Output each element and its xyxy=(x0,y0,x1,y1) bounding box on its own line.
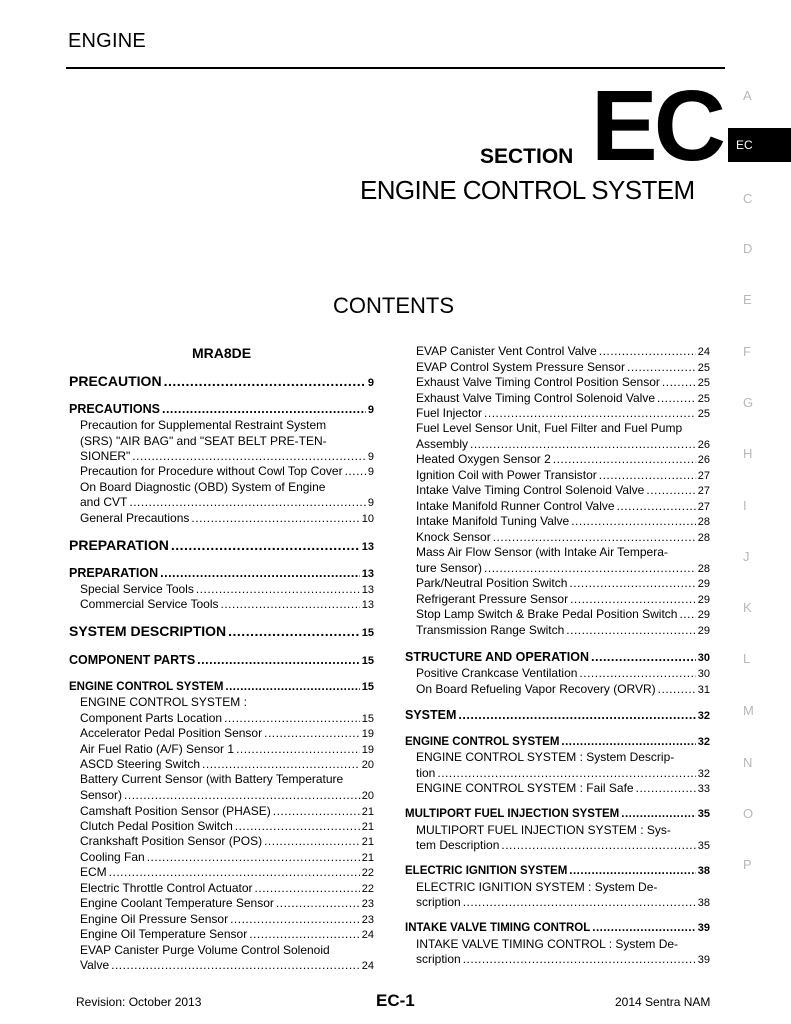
toc-entry[interactable]: Intake Valve Timing Control Solenoid Valve ..... 27 xyxy=(405,483,710,499)
toc-entry[interactable]: Air Fuel Ratio (A/F) Sensor 1 ..... 19 xyxy=(69,742,374,758)
toc-entry-line: On Board Diagnostic (OBD) System of Engine xyxy=(80,480,326,494)
toc-entry[interactable]: Commercial Service Tools ..... 13 xyxy=(69,597,374,613)
toc-entry[interactable]: ECM ..... 22 xyxy=(69,865,374,881)
page-number: EC-1 xyxy=(376,991,415,1010)
toc-entry[interactable]: ENGINE CONTROL SYSTEM ..... 15 xyxy=(69,680,374,695)
section-label: SECTION xyxy=(480,145,574,168)
toc-entry[interactable]: MULTIPORT FUEL INJECTION SYSTEM ..... 35 xyxy=(405,807,710,822)
toc-entry-line: ENGINE CONTROL SYSTEM : xyxy=(80,695,247,709)
toc-entry[interactable]: Transmission Range Switch ..... 29 xyxy=(405,623,710,639)
toc-entry[interactable]: On Board Refueling Vapor Recovery (ORVR) ..... 31 xyxy=(405,682,710,698)
toc-entry[interactable]: tem Description ..... 35 xyxy=(405,838,710,854)
toc-entry[interactable]: Intake Manifold Runner Control Valve ..... 27 xyxy=(405,499,710,515)
toc-entry-line: EVAP Canister Purge Volume Control Solenoid xyxy=(80,943,330,957)
contents-heading: CONTENTS xyxy=(333,293,454,318)
toc-entry[interactable]: STRUCTURE AND OPERATION ..... 30 xyxy=(405,650,710,666)
toc-entry[interactable]: PREPARATION ..... 13 xyxy=(69,538,374,555)
section-title: ENGINE CONTROL SYSTEM xyxy=(360,175,695,205)
section-header: ENGINE xyxy=(68,30,146,52)
toc-entry[interactable]: ENGINE CONTROL SYSTEM ..... 32 xyxy=(405,735,710,750)
toc-entry[interactable]: Positive Crankcase Ventilation ..... 30 xyxy=(405,666,710,682)
toc-entry[interactable]: Precaution for Procedure without Cowl Top Cover ..... 9 xyxy=(69,464,374,480)
toc-entry[interactable]: and CVT ..... 9 xyxy=(69,495,374,511)
toc-entry[interactable]: Engine Oil Temperature Sensor ..... 24 xyxy=(69,927,374,943)
toc-entry[interactable]: scription ..... 39 xyxy=(405,952,710,968)
toc-entry[interactable]: ture Sensor) ..... 28 xyxy=(405,561,710,577)
model-heading: MRA8DE xyxy=(191,345,252,361)
toc-entry[interactable]: Stop Lamp Switch & Brake Pedal Position Switch ..... 29 xyxy=(405,607,710,623)
toc-entry[interactable]: Refrigerant Pressure Sensor ..... 29 xyxy=(405,592,710,608)
toc-entry[interactable]: Exhaust Valve Timing Control Solenoid Valve ..... 25 xyxy=(405,391,710,407)
toc-entry[interactable]: SYSTEM ..... 32 xyxy=(405,708,710,724)
toc-entry[interactable]: PRECAUTIONS ..... 9 xyxy=(69,402,374,418)
toc-entry[interactable]: SIONER" ..... 9 xyxy=(69,449,374,465)
toc-entry[interactable]: Camshaft Position Sensor (PHASE) ..... 21 xyxy=(69,804,374,820)
toc-entry[interactable]: ASCD Steering Switch ..... 20 xyxy=(69,757,374,773)
section-code: EC xyxy=(591,70,722,182)
toc-entry[interactable]: PREPARATION ..... 13 xyxy=(69,566,374,582)
toc-entry[interactable]: Intake Manifold Tuning Valve ..... 28 xyxy=(405,514,710,530)
toc-entry[interactable]: General Precautions ..... 10 xyxy=(69,511,374,527)
toc-entry[interactable]: scription ..... 38 xyxy=(405,895,710,911)
header-rule xyxy=(66,67,725,69)
toc-entry[interactable]: Sensor) ..... 20 xyxy=(69,788,374,804)
toc-entry[interactable]: EVAP Canister Vent Control Valve ..... 24 xyxy=(405,344,710,360)
toc-entry[interactable]: PRECAUTION ..... 9 xyxy=(69,374,374,391)
toc-entry-line: Precaution for Supplemental Restraint System xyxy=(80,418,327,432)
toc-entry[interactable]: Knock Sensor ..... 28 xyxy=(405,530,710,546)
toc-entry[interactable]: Exhaust Valve Timing Control Position Sensor ..... 25 xyxy=(405,375,710,391)
toc-entry-line: ELECTRIC IGNITION SYSTEM : System De- xyxy=(416,880,658,894)
toc-entry[interactable]: Clutch Pedal Position Switch ..... 21 xyxy=(69,819,374,835)
revision-date: Revision: October 2013 xyxy=(76,995,202,1009)
toc-entry-line: Battery Current Sensor (with Battery Temperature xyxy=(80,772,344,786)
toc-entry-line: ENGINE CONTROL SYSTEM : System Descrip- xyxy=(416,750,675,764)
tab-ec[interactable]: EC xyxy=(728,128,791,162)
toc-entry[interactable]: Accelerator Pedal Position Sensor ..... 19 xyxy=(69,726,374,742)
toc-entry[interactable]: Ignition Coil with Power Transistor ..... 27 xyxy=(405,468,710,484)
toc-entry[interactable]: Fuel Injector ..... 25 xyxy=(405,406,710,422)
toc-entry[interactable]: SYSTEM DESCRIPTION ..... 15 xyxy=(69,624,374,641)
toc-entry[interactable]: INTAKE VALVE TIMING CONTROL ..... 39 xyxy=(405,921,710,936)
vehicle-model: 2014 Sentra NAM xyxy=(615,995,711,1009)
toc-entry[interactable]: ELECTRIC IGNITION SYSTEM ..... 38 xyxy=(405,864,710,879)
toc-entry[interactable]: tion ..... 32 xyxy=(405,766,710,782)
toc-entry-line: (SRS) "AIR BAG" and "SEAT BELT PRE-TEN- xyxy=(80,434,327,448)
toc-entry[interactable]: Cooling Fan ..... 21 xyxy=(69,850,374,866)
toc-entry[interactable]: Heated Oxygen Sensor 2 ..... 26 xyxy=(405,452,710,468)
toc-entry[interactable]: Engine Oil Pressure Sensor ..... 23 xyxy=(69,912,374,928)
toc-entry[interactable]: Engine Coolant Temperature Sensor ..... 23 xyxy=(69,896,374,912)
toc-entry[interactable]: Component Parts Location ..... 15 xyxy=(69,711,374,727)
toc-entry[interactable]: Assembly ..... 26 xyxy=(405,437,710,453)
toc-entry[interactable]: Valve ..... 24 xyxy=(69,958,374,974)
toc-entry[interactable]: Park/Neutral Position Switch ..... 29 xyxy=(405,576,710,592)
toc-entry[interactable]: Electric Throttle Control Actuator ..... 22 xyxy=(69,881,374,897)
toc-entry-line: INTAKE VALVE TIMING CONTROL : System De- xyxy=(416,937,679,951)
toc-entry[interactable]: Crankshaft Position Sensor (POS) ..... 21 xyxy=(69,834,374,850)
toc-entry-line: MULTIPORT FUEL INJECTION SYSTEM : Sys- xyxy=(416,823,671,837)
toc-entry[interactable]: COMPONENT PARTS ..... 15 xyxy=(69,653,374,669)
toc-entry-line: Mass Air Flow Sensor (with Intake Air Tempera- xyxy=(416,545,668,559)
toc-entry-line: Fuel Level Sensor Unit, Fuel Filter and Fuel Pump xyxy=(416,421,683,435)
toc-entry[interactable]: EVAP Control System Pressure Sensor ..... 25 xyxy=(405,360,710,376)
toc-entry[interactable]: Special Service Tools ..... 13 xyxy=(69,582,374,598)
toc-entry[interactable]: ENGINE CONTROL SYSTEM : Fail Safe ..... 33 xyxy=(405,781,710,797)
